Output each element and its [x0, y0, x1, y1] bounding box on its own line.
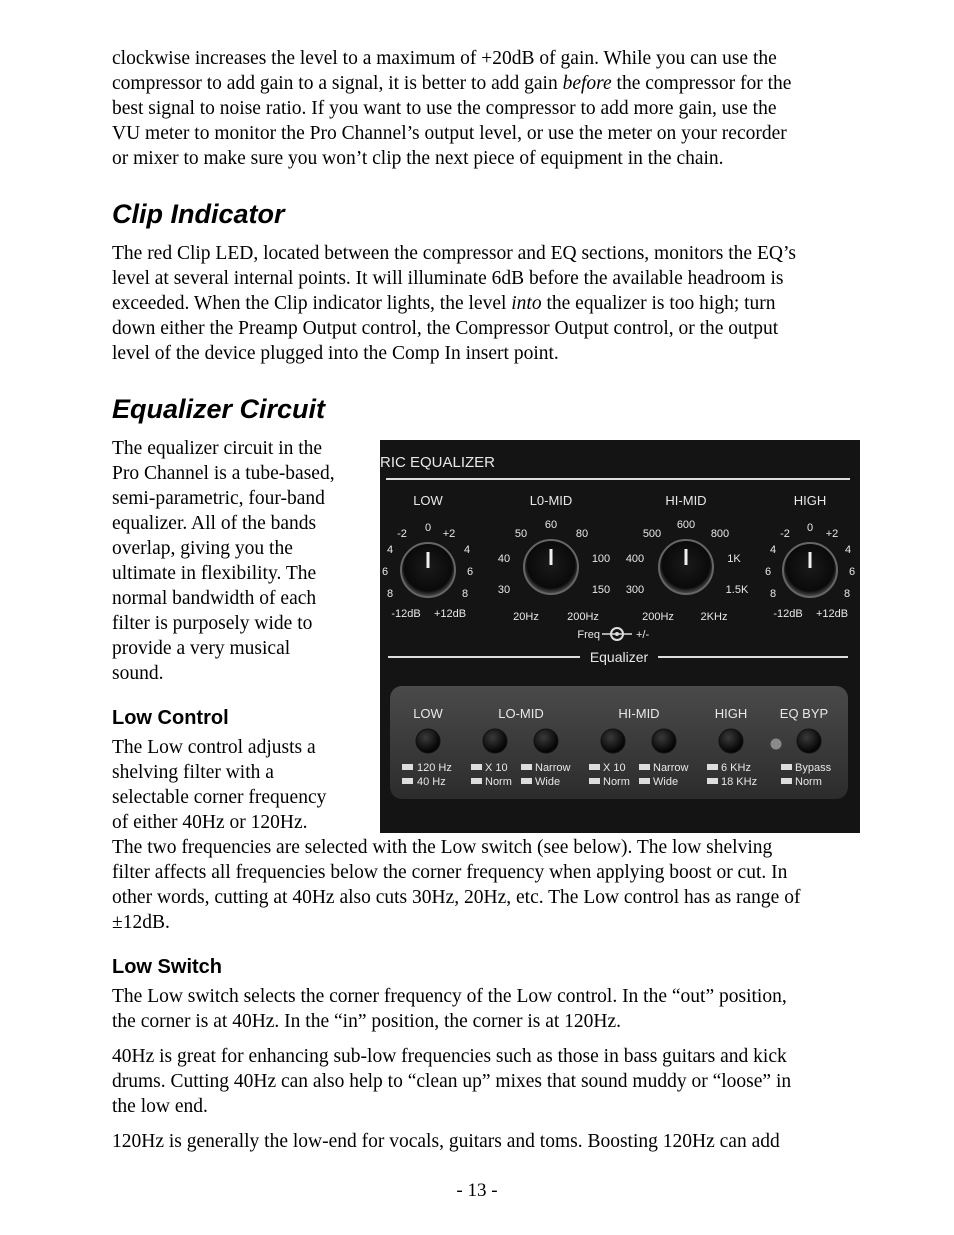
- band-label-lomid: L0-MID: [529, 493, 573, 508]
- himid-narrow-button: [652, 729, 676, 753]
- scale-label: +12dB: [815, 608, 849, 620]
- scale-label: 8: [769, 588, 777, 600]
- text-span: compressor to add gain to a signal, it is better to add gain: [112, 73, 563, 94]
- scale-label: -2: [397, 528, 407, 540]
- text-line: the low end.: [112, 1096, 208, 1117]
- band-label-himid: HI-MID: [665, 493, 707, 508]
- scale-label: +12dB: [433, 608, 467, 620]
- text-line: The Low switch selects the corner frequency of the Low control. In the “out” position,: [112, 986, 787, 1007]
- switch-label-lomid: LO-MID: [498, 706, 544, 721]
- legend-text: 40 Hz: [417, 776, 446, 788]
- equalizer-panel-image: [380, 440, 860, 833]
- scale-label: 6: [764, 566, 772, 578]
- scale-label: 200Hz: [642, 611, 674, 623]
- text-line: overlap, giving you the: [112, 538, 293, 559]
- concentric-knob-dot: [615, 632, 619, 636]
- switch-out-icon: [402, 778, 413, 784]
- legend-text: Narrow: [535, 762, 571, 774]
- scale-label: 4: [386, 544, 394, 556]
- switch-out-icon: [589, 778, 600, 784]
- text-line: or mixer to make sure you won’t clip the next piece of equipment in the chain.: [112, 148, 724, 169]
- legend-text: Bypass: [795, 762, 832, 774]
- scale-label: 100: [591, 553, 611, 565]
- high-switch-button: [719, 729, 743, 753]
- text-line: level of the device plugged into the Comp In insert point.: [112, 343, 559, 364]
- scale-label: 800: [710, 528, 730, 540]
- text-line: shelving filter with a: [112, 762, 274, 783]
- clip-paragraph: [112, 241, 888, 366]
- intro-paragraph: [112, 46, 888, 171]
- scale-label: -12dB: [391, 608, 421, 620]
- text-span: exceeded. When the Clip indicator lights, the level: [112, 293, 512, 314]
- switch-out-icon: [639, 778, 650, 784]
- text-span: the compressor for the: [611, 73, 792, 94]
- band-label-high: HIGH: [793, 493, 827, 508]
- scale-label: 20Hz: [513, 611, 539, 623]
- text-line: [112, 291, 888, 316]
- switch-out-icon: [707, 778, 718, 784]
- text-line: [112, 71, 888, 96]
- panel-title: RIC EQUALIZER: [380, 454, 496, 471]
- equalizer-panel-svg: [380, 440, 860, 833]
- text-line: The equalizer circuit in the: [112, 438, 323, 459]
- lomid-narrow-button: [534, 729, 558, 753]
- legend-text: Norm: [485, 776, 512, 788]
- emphasis: into: [511, 293, 542, 314]
- low-switch-button: [416, 729, 440, 753]
- lomid-x10-button: [483, 729, 507, 753]
- equalizer-circuit-heading: Equalizer Circuit: [112, 394, 326, 424]
- scale-label: 0: [806, 522, 814, 534]
- low-switch-heading: Low Switch: [112, 956, 222, 978]
- scale-label: +2: [442, 528, 456, 540]
- text-line: ultimate in flexibility. The: [112, 563, 317, 584]
- text-line: equalizer. All of the bands: [112, 513, 317, 534]
- legend-text: 18 KHz: [721, 776, 758, 788]
- switch-in-icon: [471, 764, 482, 770]
- text-line: provide a very musical: [112, 638, 291, 659]
- text-line: level at several internal points. It will illuminate 6dB before the available headroom is: [112, 268, 784, 289]
- legend-text: Wide: [653, 776, 679, 788]
- scale-label: 600: [676, 519, 696, 531]
- scale-label: 500: [642, 528, 662, 540]
- legend-text: Norm: [795, 776, 822, 788]
- text-line: of either 40Hz or 120Hz.: [112, 812, 308, 833]
- legend-text: X 10: [603, 762, 626, 774]
- scale-label: 4: [463, 544, 471, 556]
- switch-in-icon: [639, 764, 650, 770]
- switch-in-icon: [521, 764, 532, 770]
- text-line: clockwise increases the level to a maximum of +20dB of gain. While you can use the: [112, 48, 777, 69]
- scale-label: 4: [769, 544, 777, 556]
- scale-label: 8: [461, 588, 469, 600]
- text-span: the equalizer is too high; turn: [541, 293, 776, 314]
- eq-paragraph: [112, 436, 364, 686]
- scale-label: 0: [424, 522, 432, 534]
- scale-label: 30: [497, 584, 511, 596]
- switch-out-icon: [471, 778, 482, 784]
- bypass-led: [771, 739, 782, 750]
- band-label-low: LOW: [413, 493, 443, 508]
- scale-label: 400: [625, 553, 645, 565]
- scale-label: 50: [514, 528, 528, 540]
- text-line: normal bandwidth of each: [112, 588, 317, 609]
- 120hz-paragraph: [112, 1129, 888, 1154]
- switch-in-icon: [781, 764, 792, 770]
- switch-out-icon: [521, 778, 532, 784]
- scale-label: 4: [844, 544, 852, 556]
- scale-label: 300: [625, 584, 645, 596]
- scale-label: 40: [497, 553, 511, 565]
- plusminus-label: +/-: [636, 629, 650, 641]
- text-line: filter is purposely wide to: [112, 613, 313, 634]
- scale-label: 200Hz: [567, 611, 599, 623]
- text-line: The Low control adjusts a: [112, 737, 316, 758]
- low-control-heading: Low Control: [112, 707, 229, 729]
- text-line: VU meter to monitor the Pro Channel’s output level, or use the meter on your recorder: [112, 123, 787, 144]
- clip-indicator-heading: Clip Indicator: [112, 199, 285, 229]
- text-line: the corner is at 40Hz. In the “in” position, the corner is at 120Hz.: [112, 1011, 622, 1032]
- freq-label: Freq: [577, 629, 600, 641]
- scale-label: 1.5K: [725, 584, 749, 596]
- text-line: filter affects all frequencies below the corner frequency when applying boost or cut. In: [112, 862, 788, 883]
- low-switch-paragraph: [112, 984, 888, 1034]
- legend-text: 120 Hz: [417, 762, 452, 774]
- scale-label: 8: [386, 588, 394, 600]
- lomid-knob: [524, 540, 578, 594]
- 40hz-paragraph: [112, 1044, 888, 1119]
- switch-label-high: HIGH: [714, 706, 748, 721]
- text-line: The two frequencies are selected with the Low switch (see below). The low shelving: [112, 837, 773, 858]
- text-line: best signal to noise ratio. If you want to use the compressor to add more gain, use the: [112, 98, 777, 119]
- himid-knob: [659, 540, 713, 594]
- page-number: - 13 -: [456, 1180, 498, 1201]
- switch-in-icon: [402, 764, 413, 770]
- legend-text: 6 KHz: [721, 762, 751, 774]
- scale-label: 60: [544, 519, 558, 531]
- section-label: Equalizer: [589, 649, 649, 665]
- text-line: Pro Channel is a tube-based,: [112, 463, 335, 484]
- scale-label: 6: [848, 566, 856, 578]
- scale-label: +2: [825, 528, 839, 540]
- switch-label-himid: HI-MID: [618, 706, 660, 721]
- switch-out-icon: [781, 778, 792, 784]
- text-line: 40Hz is great for enhancing sub-low frequencies such as those in bass guitars and kick: [112, 1046, 787, 1067]
- legend-text: X 10: [485, 762, 508, 774]
- text-line: drums. Cutting 40Hz can also help to “clean up” mixes that sound muddy or “loose” in: [112, 1071, 792, 1092]
- switch-label-eqbyp: EQ BYP: [779, 706, 829, 721]
- scale-label: 6: [381, 566, 389, 578]
- legend-text: Wide: [535, 776, 561, 788]
- switch-in-icon: [707, 764, 718, 770]
- scale-label: 2KHz: [700, 611, 728, 623]
- emphasis: before: [562, 73, 612, 94]
- scale-label: 8: [843, 588, 851, 600]
- text-line: down either the Preamp Output control, the Compressor Output control, or the output: [112, 318, 779, 339]
- text-line: The red Clip LED, located between the compressor and EQ sections, monitors the EQ’s: [112, 243, 796, 264]
- scale-label: -12dB: [773, 608, 803, 620]
- low-knob: [401, 543, 455, 597]
- scale-label: 1K: [727, 553, 741, 565]
- switch-in-icon: [589, 764, 600, 770]
- eq-bypass-button: [797, 729, 821, 753]
- scale-label: 6: [466, 566, 474, 578]
- text-line: other words, cutting at 40Hz also cuts 30Hz, 20Hz, etc. The Low control has as range of: [112, 887, 801, 908]
- text-line: 120Hz is generally the low-end for vocals, guitars and toms. Boosting 120Hz can add: [112, 1131, 780, 1152]
- legend-text: Narrow: [653, 762, 689, 774]
- text-line: selectable corner frequency: [112, 787, 327, 808]
- scale-label: -2: [780, 528, 790, 540]
- himid-x10-button: [601, 729, 625, 753]
- text-line: sound.: [112, 663, 164, 684]
- high-knob: [783, 543, 837, 597]
- switch-label-low: LOW: [413, 706, 443, 721]
- legend-text: Norm: [603, 776, 630, 788]
- scale-label: 150: [591, 584, 611, 596]
- text-line: ±12dB.: [112, 912, 170, 933]
- scale-label: 80: [575, 528, 589, 540]
- text-line: semi-parametric, four-band: [112, 488, 325, 509]
